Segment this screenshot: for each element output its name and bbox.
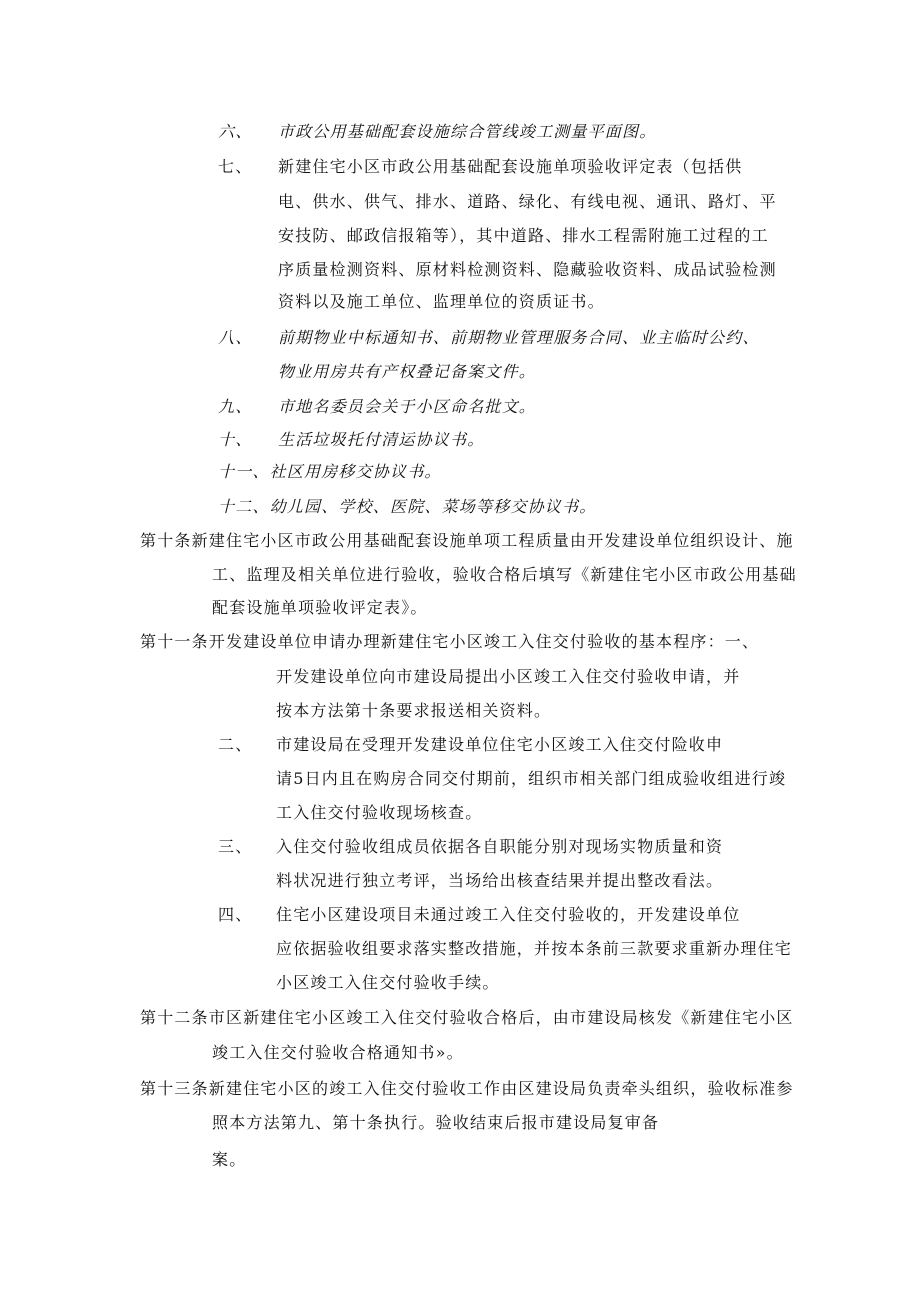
article-11-item-1-line-1: 开发建设单位向市建设局提出小区竣工入住交付验收申请，并 <box>276 667 741 686</box>
article-10-line-2: 工、监理及相关单位进行验收，验收合格后填写《新建住宅小区市政公用基础 <box>212 565 797 584</box>
article-11-item-number-4: 四、 <box>218 905 253 924</box>
item-number-6: 六、 <box>218 122 253 141</box>
article-11-item-2-line-1: 市建设局在受理开发建设单位住宅小区竣工入住交付险收申 <box>276 735 724 754</box>
article-11-item-2-line-2: 请5日内且在购房合同交付期前，组织市相关部门组成验收组进行竣 <box>276 769 787 788</box>
article-11-item-3-line-2: 料状况进行独立考评，当场给出核查结果并提出整改看法。 <box>276 871 724 890</box>
article-11-item-3-line-1: 入住交付验收组成员依据各自职能分别对现场实物质量和资 <box>276 837 724 856</box>
article-10-line-1: 第十条新建住宅小区市政公用基础配套设施单项工程质量由开发建设单位组织设计、施 <box>140 531 794 550</box>
item-number-10: 十、 <box>218 430 253 449</box>
item-7-text-line-3: 安技防、邮政信报箱等），其中道路、排水工程需附施工过程的工 <box>278 226 769 245</box>
article-12-line-1: 第十二条市区新建住宅小区竣工入住交付验收合格后，由市建设局核发《新建住宅小区 <box>140 1008 794 1027</box>
item-7-text-line-2: 电、供水、供气、排水、道路、绿化、有线电视、通讯、路灯、平 <box>278 192 777 211</box>
item-number-7: 七、 <box>218 157 253 176</box>
article-11-item-4-line-1: 住宅小区建设项目未通过竣工入住交付验收的，开发建设单位 <box>276 905 741 924</box>
article-11-item-number-2: 二、 <box>218 735 253 754</box>
item-10-text: 生活垃圾托付清运协议书。 <box>278 430 485 449</box>
article-13-line-1: 第十三条新建住宅小区的竣工入住交付验收工作由区建设局负责牵头组织，验收标准参 <box>140 1079 794 1098</box>
item-number-9: 九、 <box>218 397 253 416</box>
item-7-text-line-4: 序质量检测资料、原材料检测资料、隐藏验收资料、成品试验检测 <box>278 260 777 279</box>
article-11-item-2-line-3: 工入住交付验收现场核查。 <box>276 803 483 822</box>
item-7-text-line-1: 新建住宅小区市政公用基础配套设施单项验收评定表（包括供 <box>278 157 743 176</box>
article-10-line-3: 配套设施单项验收评定表》。 <box>212 598 428 617</box>
item-8-text-line-1: 前期物业中标通知书、前期物业管理服务合同、业主临时公约、 <box>278 328 760 347</box>
article-11-item-number-3: 三、 <box>218 837 253 856</box>
item-7-text-line-5: 资料以及施工单位、监理单位的资质证书。 <box>278 292 605 311</box>
item-9-text: 市地名委员会关于小区命名批文。 <box>278 397 537 416</box>
article-13-line-2: 照本方法第九、第十条执行。验收结束后报市建设局复审备 <box>212 1113 660 1132</box>
article-13-line-3: 案。 <box>212 1150 247 1169</box>
article-12-line-2: 竣工入住交付验收合格通知书»。 <box>212 1043 464 1062</box>
article-11-item-1-line-2: 按本方法第十条要求报送相关资料。 <box>276 701 552 720</box>
item-number-8: 八、 <box>218 328 253 347</box>
item-12-text: 十二、幼儿园、学校、医院、菜场等移交协议书。 <box>218 497 597 516</box>
item-11-text: 十一、社区用房移交协议书。 <box>218 462 442 481</box>
article-11-line-1: 第十一条开发建设单位申请办理新建住宅小区竣工入住交付验收的基本程序：一、 <box>140 632 760 651</box>
article-11-item-4-line-2: 应依据验收组要求落实整改措施，并按本条前三款要求重新办理住宅 <box>276 939 793 958</box>
article-11-item-4-line-3: 小区竣工入住交付验收手续。 <box>276 973 500 992</box>
item-6-text: 市政公用基础配套设施综合管线竣工测量平面图。 <box>278 122 657 141</box>
item-8-text-line-2: 物业用房共有产权叠记备案文件。 <box>278 362 537 381</box>
